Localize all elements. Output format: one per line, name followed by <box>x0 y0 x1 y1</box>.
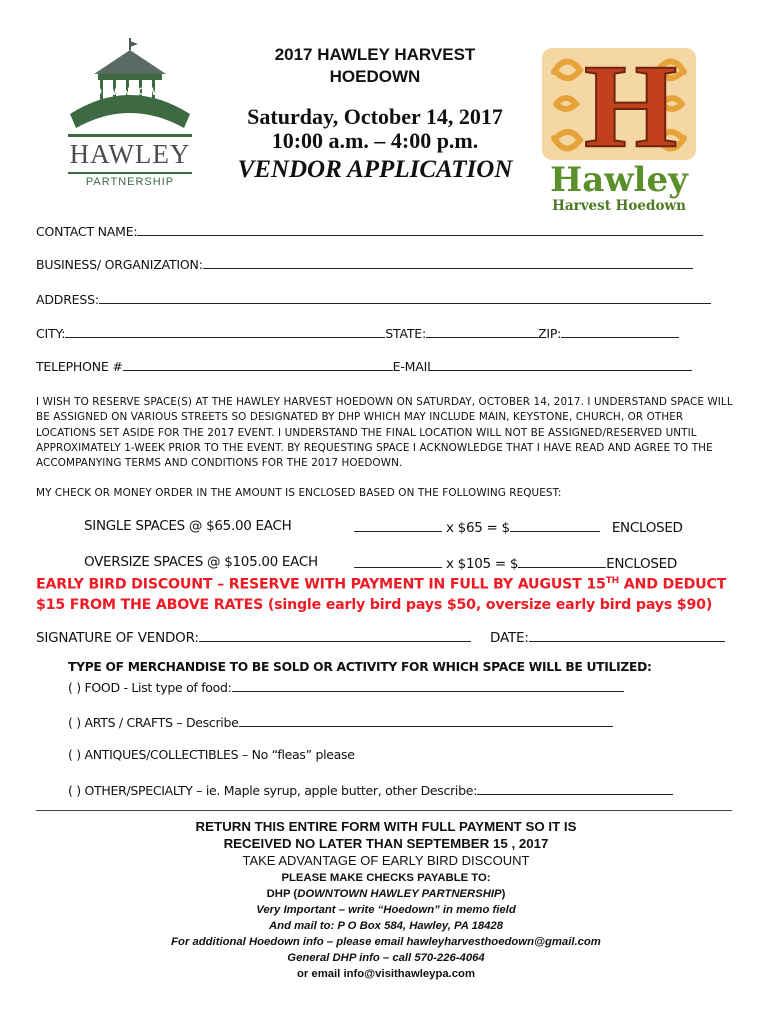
signature-field[interactable] <box>199 628 471 642</box>
early-bird-sup: TH <box>605 576 619 586</box>
footer-block <box>36 818 736 982</box>
oversize-enclosed: ENCLOSED <box>606 556 677 572</box>
date-label: DATE: <box>490 630 529 646</box>
event-title-line2: HOEDOWN <box>329 67 421 86</box>
contact-name-row <box>36 222 703 239</box>
footer-info: For additional Hoedown info – please email hawleyharvesthoedown@gmail.com <box>171 936 601 948</box>
single-qty-field[interactable] <box>354 518 442 532</box>
footer-general: General DHP info – call 570-226-4064 <box>287 952 485 964</box>
logo-downtown-text: DOWNTOWN <box>93 86 167 98</box>
contact-name-field[interactable] <box>137 222 703 236</box>
form-title: VENDOR APPLICATION <box>237 156 513 183</box>
merch-other-row <box>68 781 673 798</box>
oversize-qty-field[interactable] <box>354 554 442 568</box>
early-bird-line2: $15 FROM THE ABOVE RATES (single early bird pays $50, oversize early bird pays $90) <box>36 596 713 613</box>
address-field[interactable] <box>99 290 711 304</box>
date-field[interactable] <box>529 628 725 642</box>
event-title <box>205 44 545 88</box>
merch-other-field[interactable] <box>477 781 673 795</box>
logo-hawley-word: Hawley <box>550 160 688 200</box>
oversize-spaces-label: OVERSIZE SPACES @ $105.00 EACH <box>84 554 318 570</box>
footer-return-2: RECEIVED NO LATER THAN SEPTEMBER 15 , 2017 <box>223 836 549 851</box>
footer-checks: PLEASE MAKE CHECKS PAYABLE TO: <box>281 872 491 884</box>
zip-label: ZIP: <box>537 326 562 341</box>
signature-row <box>36 628 471 646</box>
hawley-harvest-hoedown-logo <box>536 39 702 214</box>
downtown-hawley-logo <box>60 36 200 186</box>
logo-hawley-text: HAWLEY <box>69 139 191 169</box>
email-field[interactable] <box>434 357 692 371</box>
logo-harvest-hoedown: Harvest Hoedown <box>552 198 686 214</box>
contact-name-label: CONTACT NAME: <box>36 224 138 239</box>
logo-partnership-text: PARTNERSHIP <box>85 176 175 188</box>
email-label: E-MAIL <box>392 359 434 374</box>
early-bird-line1: EARLY BIRD DISCOUNT – RESERVE WITH PAYMENT IN FULL BY AUGUST 15TH AND DEDUCT <box>36 576 727 593</box>
merch-food-row <box>68 678 624 695</box>
telephone-field[interactable] <box>123 357 393 371</box>
address-label: ADDRESS: <box>36 292 99 307</box>
business-row <box>36 255 693 272</box>
footer-dhp: DHP (DOWNTOWN HAWLEY PARTNERSHIP) <box>266 888 506 900</box>
oversize-amount-field[interactable] <box>518 554 606 568</box>
footer-oremail: or email info@visithawleypa.com <box>296 968 475 980</box>
zip-field[interactable] <box>561 324 679 338</box>
address-row <box>36 290 711 307</box>
merch-antiques-row <box>68 747 355 762</box>
divider-line <box>36 810 732 811</box>
city-label: CITY: <box>36 326 66 341</box>
state-field[interactable] <box>426 324 538 338</box>
telephone-label: TELEPHONE # <box>36 359 123 374</box>
single-enclosed: ENCLOSED <box>611 520 683 536</box>
merch-food-label[interactable]: ( ) FOOD - List type of food: <box>68 680 232 695</box>
event-date: Saturday, October 14, 2017 <box>247 104 503 129</box>
single-amount-field[interactable] <box>510 518 600 532</box>
footer-advantage: TAKE ADVANTAGE OF EARLY BIRD DISCOUNT <box>242 853 530 868</box>
early-bird-discount <box>36 571 756 615</box>
state-label: STATE: <box>385 326 426 341</box>
business-field[interactable] <box>203 255 693 269</box>
oversize-spaces-calc <box>354 554 677 572</box>
merch-other-label[interactable]: ( ) OTHER/SPECIALTY – ie. Maple syrup, apple butter, other Describe: <box>68 783 478 798</box>
footer-important: Very Important – write “Hoedown” in memo field <box>256 904 516 916</box>
telephone-email-row <box>36 357 692 374</box>
footer-mail: And mail to: P O Box 584, Hawley, PA 18428 <box>269 920 503 932</box>
agreement-paragraph: I WISH TO RESERVE SPACE(S) AT THE HAWLEY HARVEST HOEDOWN ON SATURDAY, OCTOBER 14, 2017. I UNDERSTAND SPACE WILL BE ASSIGNED ON VARIOUS STREETS SO DESIGNATED BY DHP WHICH MAY INCLUDE MAIN, KEYSTONE, CHURCH, OR OTHER LOCATIONS SET ASIDE FOR THE 2017 EVENT. I UNDERSTAND THE FINAL LOCATION WILL NOT BE ASSIGNED/RESERVED UNTIL APPROXIMATELY 1-WEEK PRIOR TO THE EVENT. BY REQUESTING SPACE I ACKNOWLEDGE THAT I HAVE READ AND AGREE TO THE ACCOMPANYING TERMS AND CONDITIONS FOR THE 2017 HOEDOWN. <box>36 396 733 470</box>
date-row <box>490 628 725 646</box>
business-label: BUSINESS/ ORGANIZATION: <box>36 257 203 272</box>
city-state-zip-row <box>36 324 679 341</box>
footer-return-1: RETURN THIS ENTIRE FORM WITH FULL PAYMENT SO IT IS <box>195 819 577 834</box>
single-spaces-calc <box>354 518 683 536</box>
single-spaces-label: SINGLE SPACES @ $65.00 EACH <box>84 518 292 534</box>
single-mult: x $65 = $ <box>446 520 510 536</box>
signature-label: SIGNATURE OF VENDOR: <box>36 630 199 646</box>
event-title-line1: 2017 HAWLEY HARVEST <box>274 45 476 64</box>
merch-arts-label[interactable]: ( ) ARTS / CRAFTS – Describe <box>68 715 239 730</box>
merch-arts-field[interactable] <box>239 713 613 727</box>
city-field[interactable] <box>65 324 385 338</box>
payment-intro: MY CHECK OR MONEY ORDER IN THE AMOUNT IS ENCLOSED BASED ON THE FOLLOWING REQUEST: <box>36 487 562 499</box>
merch-antiques-label[interactable]: ( ) ANTIQUES/COLLECTIBLES – No “fleas” please <box>68 747 355 762</box>
event-time: 10:00 a.m. – 4:00 p.m. <box>271 128 479 153</box>
merch-arts-row <box>68 713 613 730</box>
merchandise-heading: TYPE OF MERCHANDISE TO BE SOLD OR ACTIVITY FOR WHICH SPACE WILL BE UTILIZED: <box>68 660 652 674</box>
merch-food-field[interactable] <box>232 678 624 692</box>
logo-big-h: H <box>584 39 678 172</box>
oversize-mult: x $105 = $ <box>446 556 519 572</box>
